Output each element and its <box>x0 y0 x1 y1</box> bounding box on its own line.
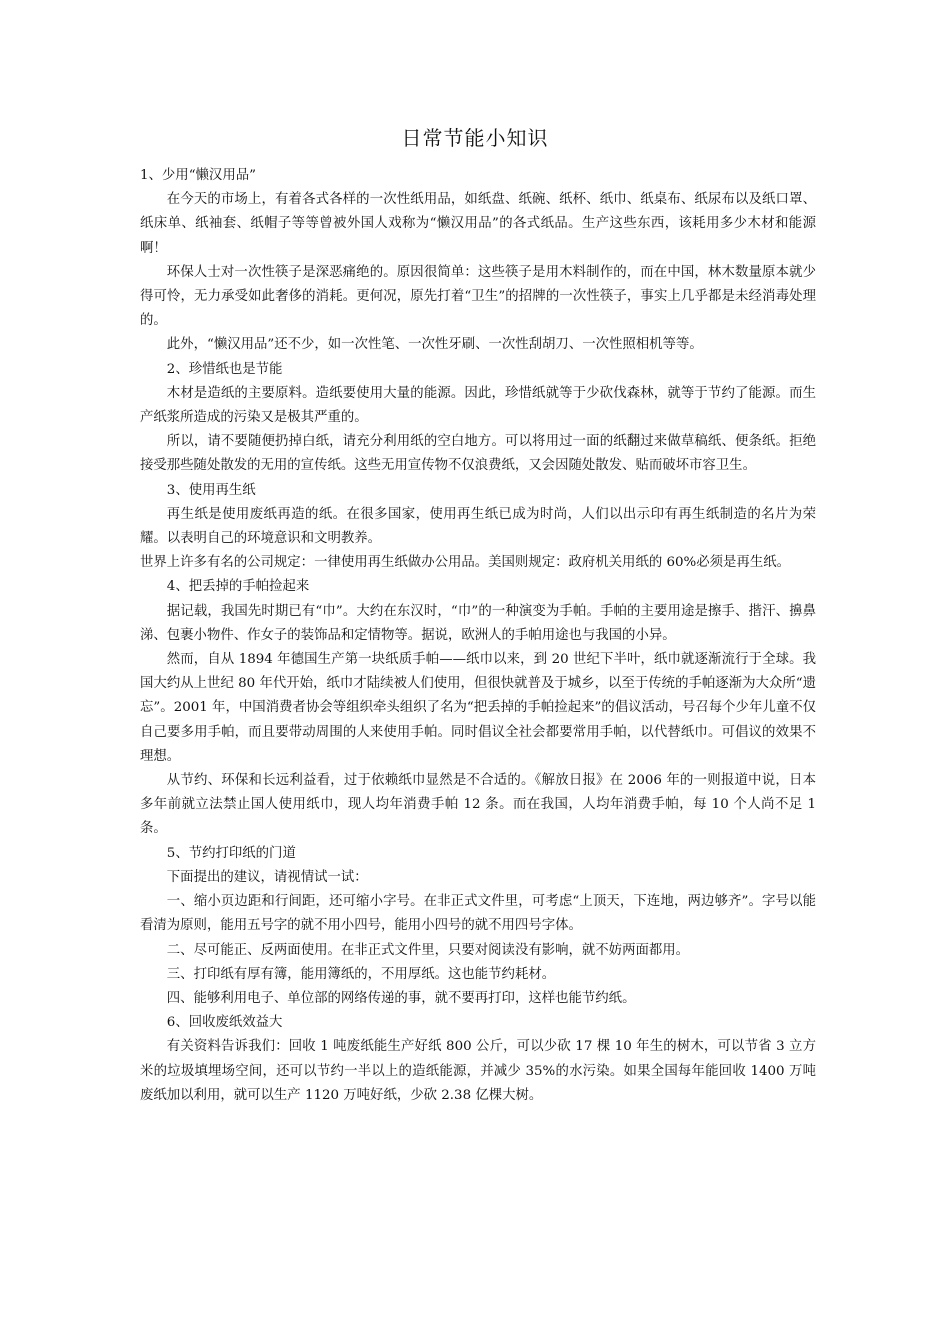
body-paragraph: 一、缩小页边距和行间距，还可缩小字号。在非正式文件里，可考虑“上顶天，下连地，两边够齐”。字号以能看清为原则，能用五号字的就不用小四号，能用小四号的就不用四号字体。 <box>140 894 816 934</box>
body-paragraph: 此外，“懒汉用品”还不少，如一次性笔、一次性牙刷、一次性刮胡刀、一次性照相机等等。 <box>166 337 703 353</box>
body-paragraph: 2、珍惜纸也是节能 <box>166 361 283 377</box>
body-paragraph: 从节约、环保和长远利益看，过于依赖纸巾显然是不合适的。《解放日报》在 2006 年的一则报道中说，日本多年前就立法禁止国人使用纸巾，现人均年消费手帕 12 条。而在我国，人均年消费手帕，每 10 个人尚不足 1 条。 <box>140 773 816 837</box>
document-body <box>140 164 816 1108</box>
body-paragraph: 据记载，我国先时期已有“巾”。大约在东汉时，“巾”的一种演变为手帕。手帕的主要用途是擦手、揩汗、擤鼻涕、包裹小物件、作女子的装饰品和定情物等。据说，欧洲人的手帕用途也与我国的小异。 <box>140 603 816 643</box>
body-paragraph: 6、回收废纸效益大 <box>166 1015 283 1031</box>
body-paragraph: 所以，请不要随便扔掉白纸，请充分利用纸的空白地方。可以将用过一面的纸翻过来做草稿纸、便条纸。拒绝接受那些随处散发的无用的宣传纸。这些无用宣传物不仅浪费纸，又会因随处散发、贴而破坏市容卫生。 <box>140 434 816 474</box>
body-paragraph: 下面提出的建议，请视情试一试： <box>166 869 368 885</box>
body-paragraph: 4、把丢掉的手帕捡起来 <box>166 579 310 595</box>
body-paragraph: 3、使用再生纸 <box>166 482 256 498</box>
body-paragraph: 木材是造纸的主要原料。造纸要使用大量的能源。因此，珍惜纸就等于少砍伐森林，就等于节约了能源。而生产纸浆所造成的污染又是极其严重的。 <box>140 385 816 426</box>
document-title: 日常节能小知识 <box>401 126 549 150</box>
body-paragraph: 世界上许多有名的公司规定：一律使用再生纸做办公用品。美国则规定：政府机关用纸的 60%必须是再生纸。 <box>140 555 790 571</box>
body-paragraph: 三、打印纸有厚有簿，能用簿纸的，不用厚纸。这也能节约耗材。 <box>166 966 556 982</box>
body-paragraph: 在今天的市场上，有着各式各样的一次性纸用品，如纸盘、纸碗、纸杯、纸巾、纸桌布、纸尿布以及纸口罩、纸床单、纸袖套、纸帽子等等曾被外国人戏称为“懒汉用品”的各式纸品。生产这些东西，该耗用多少木材和能源啊！ <box>140 192 816 256</box>
body-paragraph: 环保人士对一次性筷子是深恶痛绝的。原因很简单：这些筷子是用木料制作的，而在中国，林木数量原本就少得可怜，无力承受如此奢侈的消耗。更何况，原先打着“卫生”的招牌的一次性筷子，事实上几乎都是未经消毒处理的。 <box>140 264 816 329</box>
body-paragraph: 有关资料告诉我们：回收 1 吨废纸能生产好纸 800 公斤，可以少砍 17 棵 10 年生的树木，可以节省 3 立方米的垃圾填埋场空间，还可以节约一半以上的造纸能源，并减少 35%的水污染。如果全国每年能回收 1400 万吨废纸加以利用，就可以生产 1120 万吨好纸，少砍 2.38 亿棵大树。 <box>140 1039 816 1103</box>
body-paragraph: 然而，自从 1894 年德国生产第一块纸质手帕——纸巾以来，到 20 世纪下半叶，纸巾就逐渐流行于全球。我国大约从上世纪 80 年代开始，纸巾才陆续被人们使用，但很快就普及于城乡，以至于传统的手帕逐渐为大众所“遗忘”。2001 年，中国消费者协会等组织牵头组织了名为“把丢掉的手帕捡起来”的倡议活动，号召每个少年儿童不仅自己要多用手帕，而且要带动周围的人来使用手帕。同时倡议全社会都要常用手帕，以代替纸巾。可倡议的效果不理想。 <box>140 652 816 764</box>
body-paragraph: 5、节约打印纸的门道 <box>166 845 296 861</box>
body-paragraph: 再生纸是使用废纸再造的纸。在很多国家，使用再生纸已成为时尚，人们以出示印有再生纸制造的名片为荣耀。以表明自己的环境意识和文明教养。 <box>140 506 816 547</box>
body-paragraph: 四、能够利用电子、单位部的网络传递的事，就不要再打印，这样也能节约纸。 <box>166 990 636 1006</box>
body-paragraph: 二、尽可能正、反两面使用。在非正式文件里，只要对阅读没有影响，就不妨两面都用。 <box>166 942 690 958</box>
body-paragraph: 1、少用“懒汉用品” <box>140 168 256 183</box>
